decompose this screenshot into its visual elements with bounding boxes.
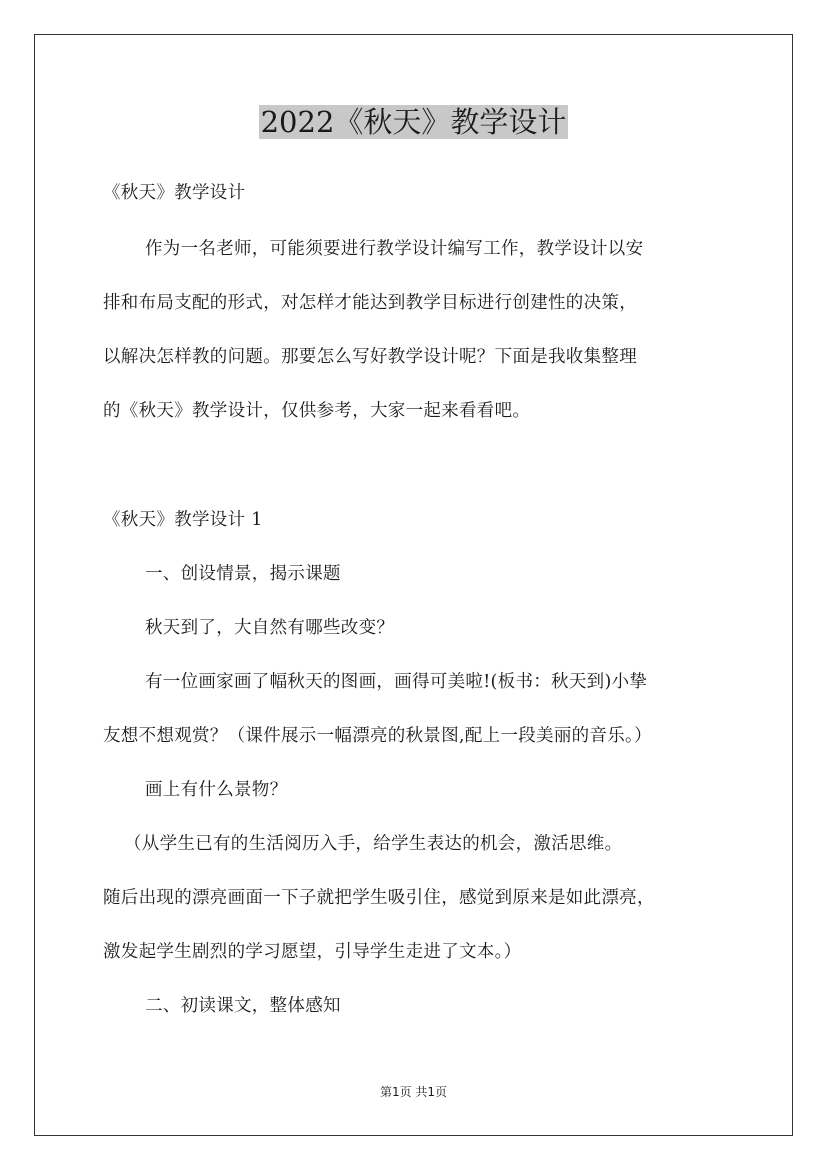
document-title <box>0 100 827 144</box>
paragraph-line: 友想不想观赏？（课件展示一幅漂亮的秋景图,配上一段美丽的音乐。） <box>103 726 652 746</box>
paragraph-line: 作为一名老师，可能须要进行教学设计编写工作，教学设计以安 <box>145 239 644 259</box>
paragraph-line: 的《秋天》教学设计，仅供参考，大家一起来看看吧。 <box>103 401 531 421</box>
paragraph-line: 秋天到了，大自然有哪些改变？ <box>145 618 395 638</box>
paragraph-line: 随后出现的漂亮画面一下子就把学生吸引住，感觉到原来是如此漂亮， <box>103 888 655 908</box>
paragraph-line: （从学生已有的生活阅历入手，给学生表达的机会，激活思维。 <box>124 834 623 854</box>
paragraph-line: 激发起学生剧烈的学习愿望，引导学生走进了文本。） <box>103 942 522 962</box>
section-heading: 《秋天》教学设计 1 <box>103 510 263 530</box>
paragraph-line: 以解决怎样教的问题。那要怎么写好教学设计呢？下面是我收集整理 <box>103 347 637 367</box>
paragraph-line: 画上有什么景物？ <box>145 780 288 800</box>
paragraph-line: 有一位画家画了幅秋天的图画，画得可美啦!(板书：秋天到)小挚 <box>145 672 648 692</box>
document-title-text: 2022《秋天》教学设计 <box>260 105 567 139</box>
subsection-heading: 一、创设情景，揭示课题 <box>145 564 341 584</box>
paragraph-line: 排和布局支配的形式，对怎样才能达到教学目标进行创建性的决策， <box>103 293 637 313</box>
page-footer: 第1页 共1页 <box>379 1085 448 1099</box>
subsection-heading: 二、初读课文，整体感知 <box>145 996 341 1016</box>
subtitle-line: 《秋天》教学设计 <box>103 183 246 203</box>
